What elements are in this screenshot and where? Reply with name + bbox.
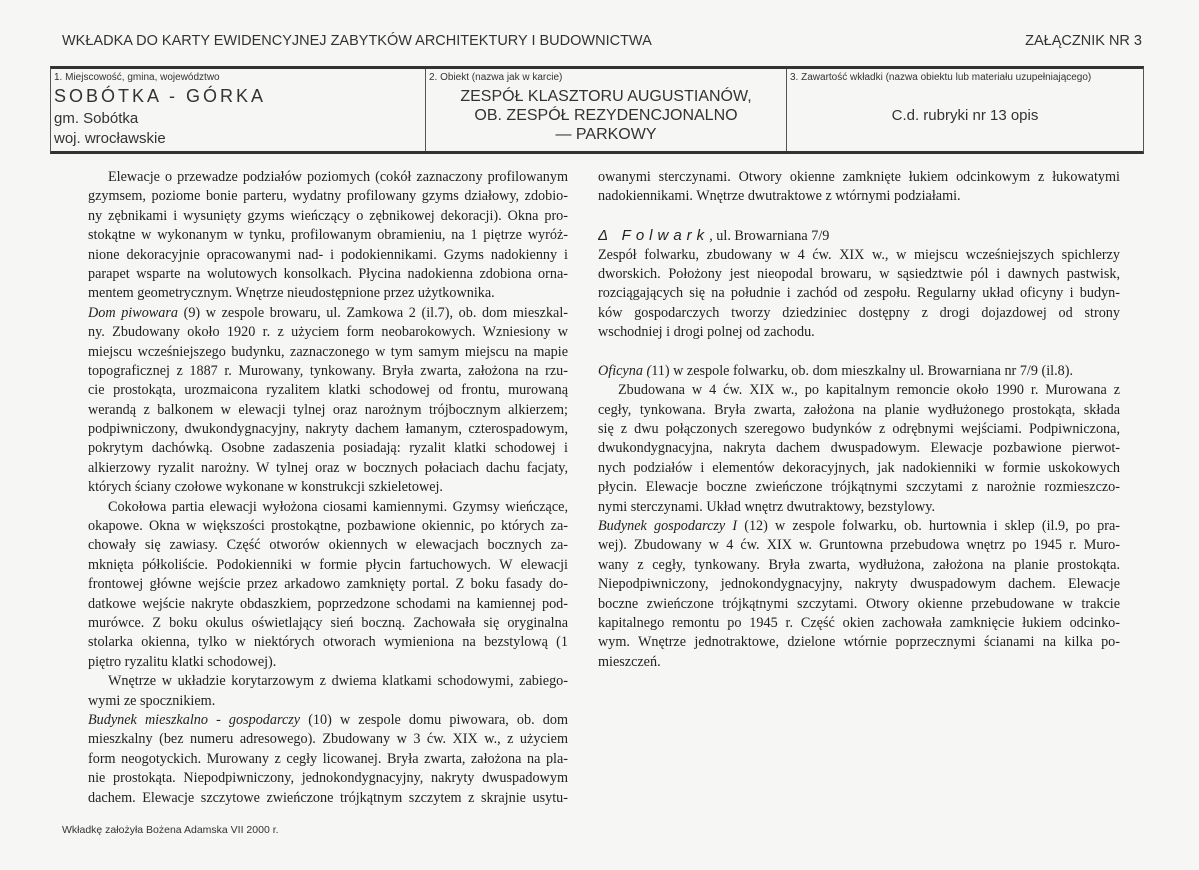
- line-text: form neogotyckich. Murowany z cegły licowanej. Bryła zwarta, założona na pla-: [88, 750, 568, 767]
- line-text: (9) w zespole browaru, ul. Zamkowa 2 (il.7), ob. dom mieszkal-: [177, 304, 568, 321]
- text-line: [88, 575, 568, 594]
- line-text: cegły, tynkowana. Bryła zwarta, założona na planie wydłużonego prostokąta, składa: [598, 401, 1120, 418]
- line-text: cie prostokąta, urozmaicona ryzalitem klatki schodowej od frontu, murowaną: [88, 382, 568, 399]
- line-text: podpiwniczony, dwukondygnacyjny, nakryty dachem łamanym, czterospadowym,: [88, 421, 568, 438]
- line-text: wschodniej i drogi polnej od zachodu.: [598, 324, 815, 341]
- text-line: [88, 207, 568, 226]
- line-text: wany z cegły, tynkowany. Bryła zwarta, wydłużona, założona na planie prostokąta.: [598, 556, 1120, 573]
- line-text: (12) w zespole folwarku, ob. hurtownia i sklep (il.9, po pra-: [737, 518, 1120, 535]
- text-line: [598, 439, 1120, 458]
- text-line: [598, 323, 1120, 342]
- text-line: [88, 459, 568, 478]
- line-text: chowały się zawiasy. Część otworów okiennych w elewacjach bocznych za-: [88, 537, 568, 554]
- line-text: Zespół folwarku, zbudowany w 4 ćw. XIX w., w miejscu wcześniejszych spichlerzy: [598, 246, 1120, 263]
- text-line: [88, 168, 568, 187]
- text-line: [88, 633, 568, 652]
- text-line: [598, 284, 1120, 303]
- line-text: wymi ze spocznikiem.: [88, 692, 216, 709]
- object-label: 2. Obiekt (nazwa jak w karcie): [429, 72, 563, 83]
- text-line: [598, 265, 1120, 284]
- line-text: mknięta półkoliście. Podokienniki w formie płycin fartuchowych. W elewacji: [88, 556, 568, 573]
- line-text: owanymi sterczynami. Otwory okienne zamknięte łukiem odcinkowym z łukowatymi: [598, 169, 1120, 185]
- line-text: Zbudowana w 4 ćw. XIX w., po kapitalnym remoncie około 1990 r. Murowana z: [618, 382, 1120, 399]
- text-line: [598, 517, 1120, 536]
- line-text: (10) w zespole domu piwowara, ob. dom: [300, 711, 568, 728]
- line-text: ny. Zbudowany około 1920 r. z użyciem form neobarokowych. Wzniesiony w: [88, 324, 568, 341]
- text-line: [88, 750, 568, 769]
- line-text: mieszczeń.: [598, 653, 661, 670]
- voivodeship: woj. wrocławskie: [54, 130, 166, 147]
- line-text: murówce. Z boku okulus oświetlający sień boczną. Zachowała się oryginalna: [88, 614, 568, 631]
- line-text: płycin. Elewacje boczne zwieńczone trójkątnymi szczytami z narożnie rozmieszczo-: [598, 479, 1120, 496]
- line-text: nione dekoracyjnie opracowanymi nad- i podokiennikami. Gzyms nadokienny i: [88, 246, 568, 263]
- document-title: WKŁADKA DO KARTY EWIDENCYJNEJ ZABYTKÓW ARCHITEKTURY I BUDOWNICTWA: [62, 33, 652, 49]
- building-name: Dom piwowara: [88, 304, 178, 321]
- line-text: dworskich. Położony jest nieopodal browaru, w sąsiedztwie pól i dawnych pastwisk,: [598, 265, 1120, 282]
- text-line: [88, 789, 568, 808]
- line-text: nymi sterczynami. Układ wnętrz dwutraktowy, bezstylowy.: [598, 498, 935, 515]
- text-line: [88, 226, 568, 245]
- text-line: [88, 343, 568, 362]
- right-text-column: [598, 168, 1120, 672]
- line-text: gzymsem, poziome bonie parteru, wydatny profilowany gzyms działowy, zdobio-: [88, 188, 568, 205]
- text-line: [598, 556, 1120, 575]
- text-line: [88, 187, 568, 206]
- line-text: frontowej główne wejście przez arkadowo zamknięty portal. Z boku fasady do-: [88, 576, 568, 593]
- content-value: C.d. rubryki nr 13 opis: [891, 107, 1039, 124]
- text-line: [88, 614, 568, 633]
- text-line: [598, 246, 1120, 265]
- text-line: [598, 362, 1120, 381]
- object-cell: [426, 69, 787, 151]
- line-text: mieszkalny (bez numeru adresowego). Zbudowany w 3 ćw. XIX w., z użyciem: [88, 731, 568, 748]
- text-line: [88, 362, 568, 381]
- text-line: [598, 304, 1120, 323]
- line-text: nadokiennikami. Wnętrze dwutraktowe z wtórnymi podziałami.: [598, 188, 961, 205]
- blank-line: [598, 207, 1120, 226]
- line-text: werandą z balkonem w elewacji tylnej oraz narożnym trójbocznym alkierzem;: [88, 401, 568, 418]
- line-text: których ściany czołowe wykonane w konstrukcji szkieletowej.: [88, 479, 443, 496]
- text-line: [88, 730, 568, 749]
- attachment-number: ZAŁĄCZNIK NR 3: [1025, 33, 1142, 49]
- building-name: Budynek mieszkalno - gospodarczy: [88, 711, 301, 728]
- text-line: [88, 304, 568, 323]
- line-text: stokątne w wykonanym w tynku, profilowanym obramieniu, na 1 piętrze wyróż-: [88, 227, 568, 244]
- line-text: się z dwu połączonych szeregowo budynków z odrębnymi wejściami. Podpiwniczona,: [598, 421, 1120, 438]
- line-text: rozciągających się na południe i zachód od zespołu. Regularny układ oficyny i budyn-: [598, 285, 1120, 302]
- text-line: [598, 614, 1120, 633]
- line-text: nie prostokąta. Niepodpiwniczony, jednokondygnacyjny, nakryty dwuspadowym: [88, 770, 568, 787]
- line-text: Niepodpiwniczony, jednokondygnacyjny, nakryty dwuspadowym dachem. Elewacje: [598, 576, 1120, 593]
- text-line: [598, 420, 1120, 439]
- line-text: dachem. Elewacje szczytowe zwieńczone trójkątnym szczytem z skrajnie usytu-: [88, 789, 568, 806]
- line-text: pokrytym dachówką. Osobne zadaszenia posiadają: ryzalit klatki schodowej i: [88, 440, 568, 457]
- text-line: [598, 187, 1120, 206]
- text-line: [88, 769, 568, 788]
- line-text: boczne zwieńczone trójkątnymi szczytami. Otwory okienne przebudowane w trakcie: [598, 595, 1120, 612]
- text-line: [88, 672, 568, 691]
- line-text: mentem geometrycznym. Wnętrze nieudostępnione przez użytkownika.: [88, 285, 495, 302]
- line-text: ny zębnikami i wysunięty gzyms wieńczący o zębnikowej dekoracji). Okna pro-: [88, 207, 568, 224]
- object-name: [426, 87, 786, 144]
- line-text: dwukondygnacyjna, nakryta dachem dwuspadowym. Elewacje pozbawione pierwot-: [598, 440, 1120, 457]
- text-line: [88, 478, 568, 497]
- text-line: [598, 575, 1120, 594]
- text-line: [598, 633, 1120, 652]
- text-line: [88, 556, 568, 575]
- object-name-line1: ZESPÓŁ KLASZTORU AUGUSTIANÓW,: [460, 88, 752, 105]
- line-text: kapitalnego remontu po 1945 r. Część okien zachowała zamknięcie łukiem odcinko-: [598, 614, 1120, 631]
- object-name-line2: OB. ZESPÓŁ REZYDENCJONALNO: [474, 107, 738, 124]
- text-line: [598, 595, 1120, 614]
- line-text: ków gospodarczych tworzy dziedziniec dostępny z drogi dojazdowej od strony: [598, 304, 1120, 321]
- text-line: [598, 381, 1120, 400]
- text-line: [88, 284, 568, 303]
- text-line: [88, 595, 568, 614]
- line-text: stolarka okienna, tylko w niektórych otworach wymieniona na bezstylową (1: [88, 634, 568, 651]
- text-line: [88, 323, 568, 342]
- location-label: 1. Miejscowość, gmina, województwo: [54, 72, 220, 83]
- line-text: wej). Zbudowany w 4 ćw. XIX w. Gruntowna przebudowa wnętrz po 1945 r. Muro-: [598, 537, 1120, 554]
- text-line: [598, 226, 1120, 245]
- header-table: [50, 66, 1144, 154]
- section-heading: Δ Folwark: [598, 227, 710, 245]
- line-text: , ul. Browarniana 7/9: [709, 228, 830, 245]
- footer-author-note: Wkładkę założyła Bożena Adamska VII 2000 r.: [62, 824, 279, 836]
- text-line: [88, 498, 568, 517]
- text-line: [88, 653, 568, 672]
- location-cell: [51, 69, 426, 151]
- text-line: [88, 517, 568, 536]
- line-text: 11) w zespole folwarku, ob. dom mieszkalny ul. Browarniana nr 7/9 (il.8).: [651, 362, 1074, 379]
- text-line: [598, 653, 1120, 672]
- text-line: [598, 536, 1120, 555]
- text-line: [88, 420, 568, 439]
- text-line: [598, 459, 1120, 478]
- line-text: topograficznej z 1887 r. Murowany, tynkowany. Bryła zwarta, założona na rzu-: [88, 362, 568, 379]
- text-line: [598, 478, 1120, 497]
- line-text: okapowe. Okna w większości prostokątne, pozbawione okiennic, po których za-: [88, 518, 568, 535]
- object-name-line3: — PARKOWY: [555, 126, 657, 143]
- text-line: [88, 711, 568, 730]
- left-text-column: [88, 168, 568, 808]
- gmina: gm. Sobótka: [54, 110, 139, 127]
- line-text: Elewacje o przewadze podziałów poziomych (cokół zaznaczony profilowanym: [108, 169, 568, 185]
- text-line: [88, 536, 568, 555]
- building-name: Oficyna (: [598, 362, 652, 379]
- text-line: [598, 401, 1120, 420]
- line-text: wym. Wnętrze jednotraktowe, dzielone wtórnie poprzecznymi ścianami na kilka po-: [598, 634, 1120, 651]
- line-text: datkowe wejście nakryte obdaszkiem, poprzedzone schodami na kamiennej pod-: [88, 595, 568, 612]
- building-name: Budynek gospodarczy I: [598, 518, 738, 535]
- line-text: Wnętrze w układzie korytarzowym z dwiema klatkami schodowymi, zabiego-: [108, 673, 568, 690]
- line-text: parapet wsparte na wolutowych konsolkach. Płycina nadokienna zdobiona orna-: [88, 265, 568, 282]
- text-line: [598, 168, 1120, 187]
- place-name: SOBÓTKA - GÓRKA: [54, 86, 267, 106]
- line-text: nych podziałów i elementów dekoracyjnych, jak nadokienniki w formie uskokowych: [598, 459, 1120, 476]
- text-line: [598, 498, 1120, 517]
- blank-line: [598, 343, 1120, 362]
- line-text: piętro ryzalitu klatki schodowej).: [88, 653, 277, 670]
- text-line: [88, 401, 568, 420]
- content-label: 3. Zawartość wkładki (nazwa obiektu lub materiału uzupełniającego): [790, 72, 1092, 83]
- line-text: Cokołowa partia elewacji wyłożona ciosami kamiennymi. Gzymsy wieńczące,: [108, 498, 568, 515]
- text-line: [88, 381, 568, 400]
- content-cell: [787, 69, 1143, 151]
- text-line: [88, 265, 568, 284]
- text-line: [88, 439, 568, 458]
- text-line: [88, 246, 568, 265]
- text-line: [88, 692, 568, 711]
- line-text: alkierzowy ryzalit narożny. W tylnej oraz w bocznych połaciach dachu facjaty,: [88, 459, 568, 476]
- line-text: miejscu wcześniejszego budynku, zaznaczonego w tym samym miejscu na mapie: [88, 343, 568, 360]
